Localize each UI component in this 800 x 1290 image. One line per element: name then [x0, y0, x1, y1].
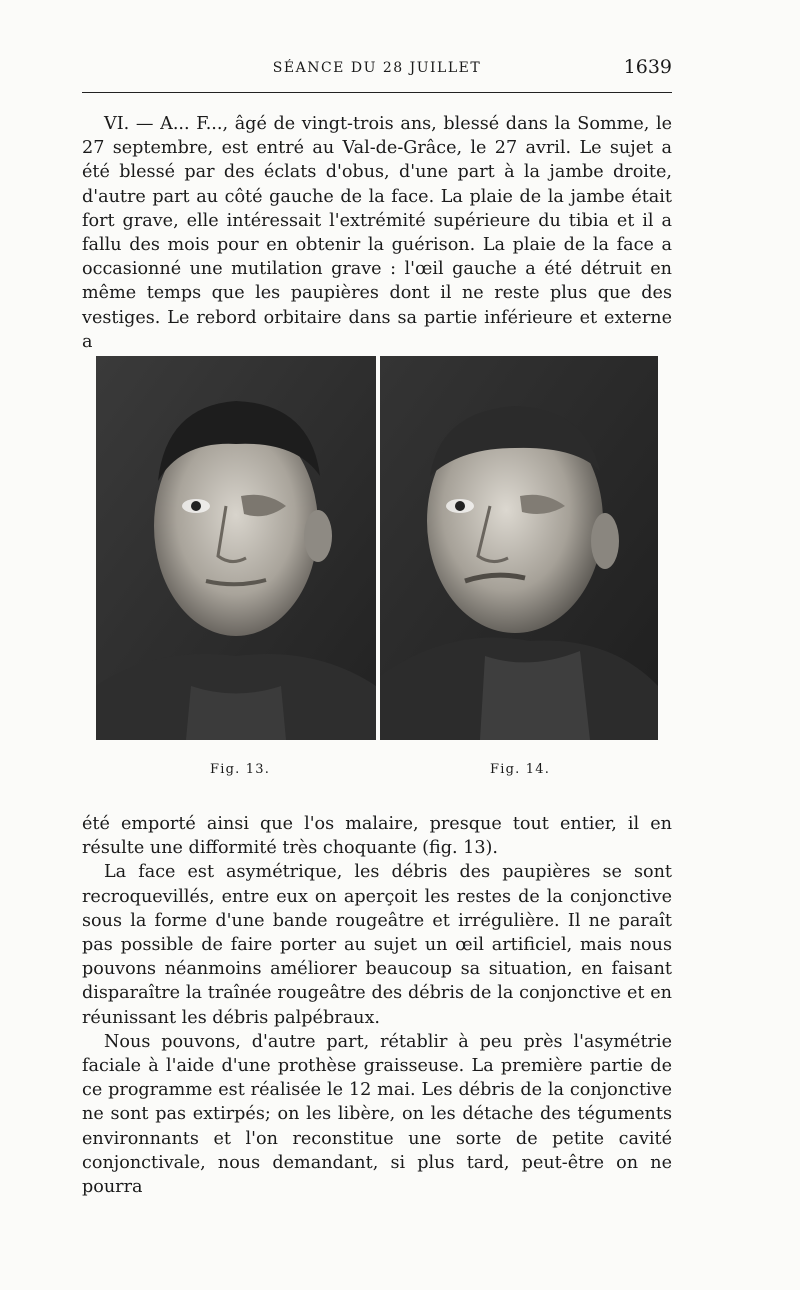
paragraph-programme: Nous pouvons, d'autre part, rétablir à peu près l'asymétrie faciale à l'aide d'une prothèse graisseuse. La première partie de ce programme est réalisée le 12 mai. Les débris de la conjonctive ne sont pas extirpés; on les libère, on les détache des téguments environnants et l'on reconstitue une sorte de petite cavité conjonctivale, nous demandant, si plus tard, peut-être on ne pourra	[82, 1031, 672, 1198]
paragraph-case-vi: VI. — A... F..., âgé de vingt-trois ans, blessé dans la Somme, le 27 septembre, est entré au Val-de-Grâce, le 27 avril. Le sujet a été blessé par des éclats d'obus, d'une part à la jambe droite, d'autre part au côté gauche de la face. La plaie de la jambe était fort grave, elle intéressait l'extrémité supérieure du tibia et il a fallu des mois pour en obtenir la guérison. La plaie de la face a occasionné une mutilation grave : l'œil gauche a été détruit en même temps que les paupières dont il ne reste plus que des vestiges. Le rebord orbitaire dans sa partie inférieure et externe a	[82, 114, 672, 352]
portrait-front-image	[96, 356, 376, 740]
portrait-three-quarter-image	[380, 356, 658, 740]
running-title: SÉANCE DU 28 JUILLET	[272, 60, 482, 76]
body-text-top	[82, 112, 672, 354]
figure-14-photo	[380, 356, 658, 740]
figure-captions	[0, 762, 800, 782]
body-text-bottom	[82, 812, 672, 1199]
paragraph-asymmetry: La face est asymétrique, les débris des paupières se sont recroquevillés, entre eux on aperçoit les restes de la conjonctive sous la forme d'une bande rougeâtre et irrégulière. Il ne paraît pas possible de faire porter au sujet un œil artificiel, mais nous pouvons néanmoins améliorer beaucoup sa situation, en faisant disparaître la traînée rougeâtre des débris de la conjonctive et en réunissant les débris palpébraux.	[82, 862, 672, 1028]
figure-14-caption: Fig. 14.	[490, 762, 551, 777]
figure-13-photo	[96, 356, 376, 740]
figure-13-caption: Fig. 13.	[210, 762, 271, 777]
page-number: 1639	[623, 56, 672, 78]
figure-pair	[96, 356, 658, 740]
page-header	[82, 56, 672, 84]
paragraph-continuation: été emporté ainsi que l'os malaire, presque tout entier, il en résulte une difformité très choquante (fig. 13).	[82, 814, 672, 859]
header-rule	[82, 92, 672, 93]
